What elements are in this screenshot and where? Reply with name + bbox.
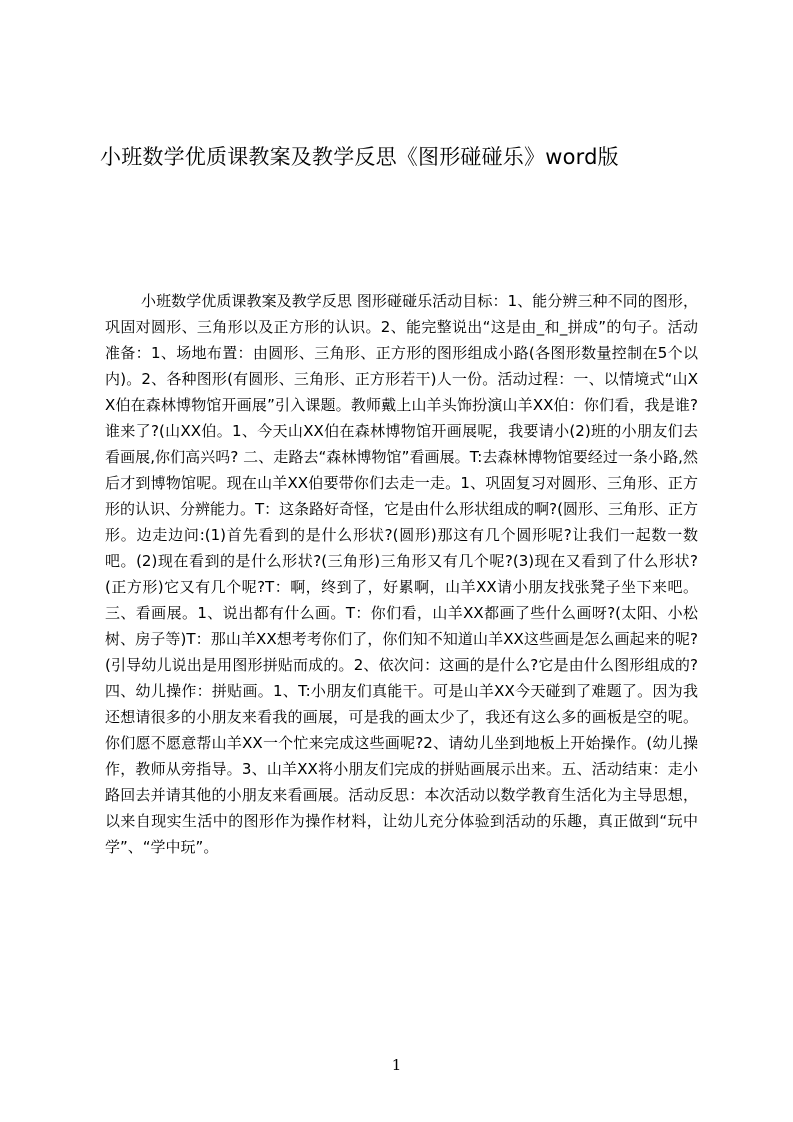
document-title: 小班数学优质课教案及教学反思《图形碰碰乐》word版 (100, 145, 619, 169)
page-number: 1 (391, 1056, 402, 1074)
document-body: 小班数学优质课教案及教学反思 图形碰碰乐活动目标：1、能分辨三种不同的图形，巩固对圆形、三角形以及正方形的认识。2、能完整说出“这是由_和_拼成”的句子。活动准备：1、场地布置：由圆形、三角形、正方形的图形组成小路(各图形数量控制在5个以内)。2、各种图形(有圆形、三角形、正方形若干)人一份。活动过程：一、以情境式“山XX伯在森林博物馆开画展”引入课题。教师戴上山羊头饰扮演山羊XX伯：你们看，我是谁?谁来了?(山XX伯。1、今天山XX伯在森林博物馆开画展呢，我要请小(2)班的小朋友们去看画展,你们高兴吗? 二、走路去“森林博物馆”看画展。T:去森林博物馆要经过一条小路,然后才到博物馆呢。现在山羊XX伯要带你们去走一走。1、巩固复习对圆形、三角形、正方形的认识、分辨能力。T：这条路好奇怪，它是由什么形状组成的啊?(圆形、三角形、正方形。边走边问:(1)首先看到的是什么形状?(圆形)那这有几个圆形呢?让我们一起数一数吧。(2)现在看到的是什么形状?(三角形)三角形又有几个呢?(3)现在又看到了什么形状?(正方形)它又有几个呢?T：啊，终到了，好累啊，山羊XX请小朋友找张凳子坐下来吧。三、看画展。1、说出都有什么画。T：你们看，山羊XX都画了些什么画呀?(太阳、小松树、房子等)T：那山羊XX想考考你们了，你们知不知道山羊XX这些画是怎么画起来的呢?(引导幼儿说出是用图形拼贴而成的。2、依次问：这画的是什么?它是由什么图形组成的?四、幼儿操作：拼贴画。1、T:小朋友们真能干。可是山羊XX今天碰到了难题了。因为我还想请很多的小朋友来看我的画展，可是我的画太少了，我还有这么多的画板是空的呢。你们愿不愿意帮山羊XX一个忙来完成这些画呢?2、请幼儿坐到地板上开始操作。(幼儿操作，教师从旁指导。3、山羊XX将小朋友们完成的拼贴画展示出来。五、活动结束：走小路回去并请其他的小朋友来看画展。活动反思：本次活动以数学教育生活化为主导思想，以来自现实生活中的图形作为操作材料，让幼儿充分体验到活动的乐趣，真正做到“玩中学”、“学中玩”。 (105, 292, 698, 856)
